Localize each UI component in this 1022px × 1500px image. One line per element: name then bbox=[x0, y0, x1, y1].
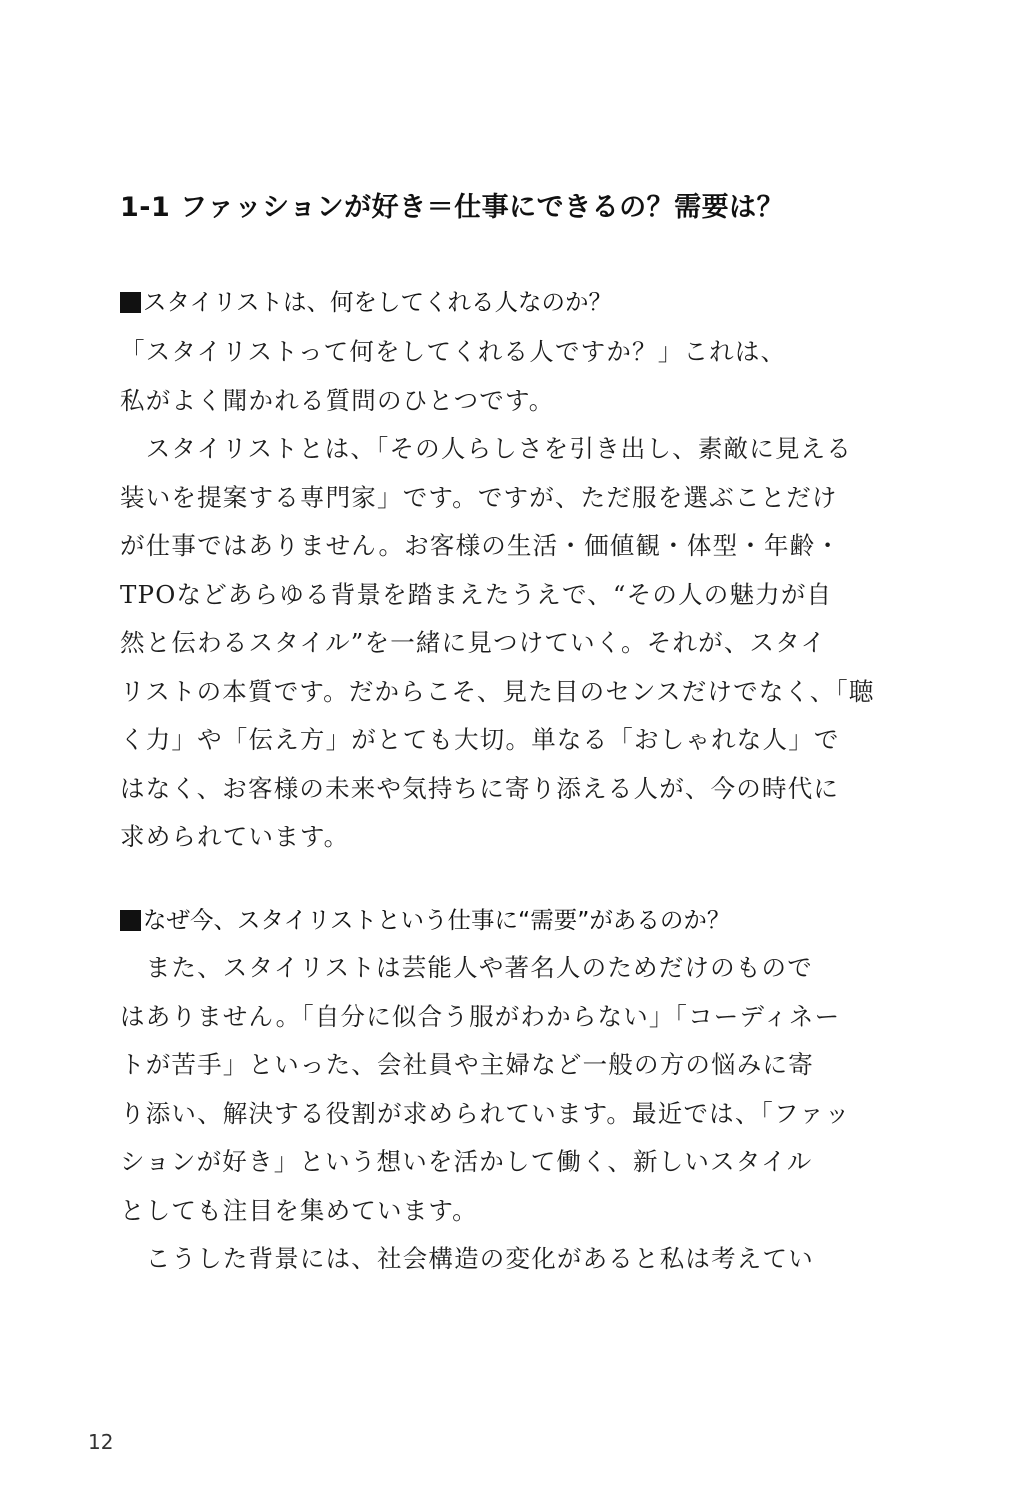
section-heading bbox=[120, 280, 825, 324]
body-line: り添い、解決する役割が求められています。最近では、「ファッ bbox=[120, 1098, 851, 1128]
body-line: く力」や「伝え方」がとても大切。単なる「おしゃれな人」で bbox=[120, 725, 840, 754]
body-line: 然と伝わるスタイル”を一緒に見つけていく。それが、スタイ bbox=[120, 628, 827, 657]
body-line: 「スタイリストって何をしてくれる人ですか？」これは、 bbox=[120, 337, 787, 366]
body-line: 私がよく聞かれる質問のひとつです。 bbox=[120, 385, 555, 415]
black-square-icon bbox=[120, 910, 141, 931]
section-heading-text: スタイリストは、何をしてくれる人なのか？ bbox=[143, 288, 613, 316]
black-square-icon bbox=[120, 292, 141, 313]
page-number: 12 bbox=[88, 1430, 114, 1454]
section-heading-text: なぜ今、スタイリストという仕事に“需要”があるのか？ bbox=[143, 906, 731, 934]
body-line: リストの本質です。だからこそ、見た目のセンスだけでなく、「聴 bbox=[120, 676, 875, 706]
body-line: としても注目を集めています。 bbox=[120, 1195, 478, 1225]
body-line: スタイリストとは、「その人らしさを引き出し、素敵に見える bbox=[120, 434, 853, 463]
body-line: 求められています。 bbox=[120, 822, 350, 851]
body-line: また、スタイリストは芸能人や著名人のためだけのもので bbox=[120, 953, 813, 982]
chapter-title: 1-1 ファッションが好き＝仕事にできるの？需要は？ bbox=[120, 192, 785, 223]
body-line: 装いを提案する専門家」です。ですが、ただ服を選ぶことだけ bbox=[120, 482, 838, 512]
body-line: はありません。「自分に似合う服がわからない」「コーディネー bbox=[120, 1001, 841, 1031]
body-line: トが苦手」といった、会社員や主婦など一般の方の悩みに寄 bbox=[120, 1050, 814, 1079]
section-why-demand bbox=[120, 898, 851, 1284]
body-line: TPOなどあらゆる背景を踏まえたうえで、“その人の魅力が自 bbox=[120, 579, 833, 609]
body-line: が仕事ではありません。お客様の生活・価値観・体型・年齢・ bbox=[120, 531, 842, 560]
section-what-stylists-do bbox=[120, 280, 875, 862]
body-line: こうした背景には、社会構造の変化があると私は考えてい bbox=[120, 1244, 814, 1273]
section-heading bbox=[120, 898, 825, 942]
body-line: はなく、お客様の未来や気持ちに寄り添える人が、今の時代に bbox=[120, 773, 840, 803]
body-line: ションが好き」という想いを活かして働く、新しいスタイル bbox=[120, 1147, 813, 1176]
